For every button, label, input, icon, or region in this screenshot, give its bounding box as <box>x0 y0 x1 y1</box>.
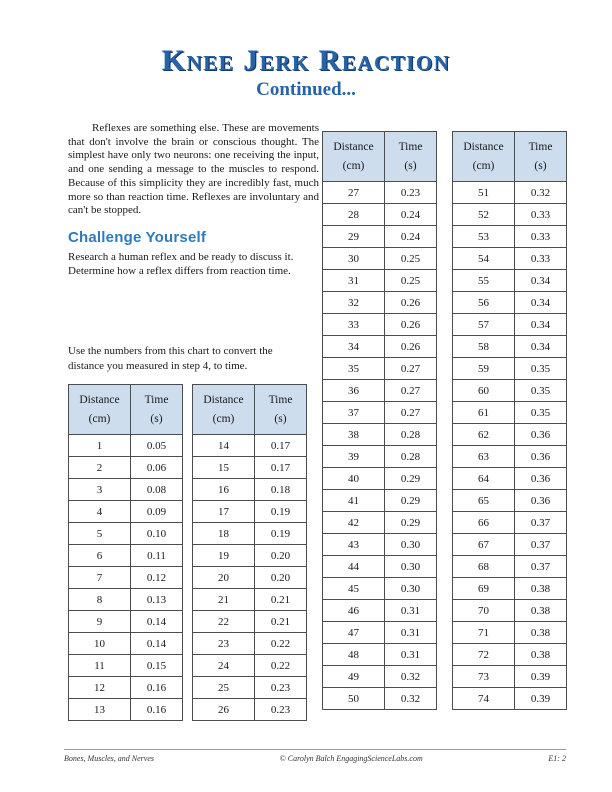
time-cell: 0.33 <box>515 226 567 248</box>
time-cell: 0.11 <box>131 545 183 567</box>
table-row <box>323 666 437 688</box>
distance-cell: 3 <box>69 479 131 501</box>
distance-cell: 14 <box>193 435 255 457</box>
table-row <box>453 578 567 600</box>
time-cell: 0.16 <box>131 699 183 721</box>
distance-cell: 21 <box>193 589 255 611</box>
table-row <box>453 380 567 402</box>
distance-cell: 9 <box>69 611 131 633</box>
distance-cell: 45 <box>323 578 385 600</box>
table-row <box>453 226 567 248</box>
distance-cell: 4 <box>69 501 131 523</box>
distance-cell: 5 <box>69 523 131 545</box>
distance-cell: 12 <box>69 677 131 699</box>
table-row <box>69 589 183 611</box>
time-cell: 0.35 <box>515 380 567 402</box>
time-cell: 0.32 <box>385 666 437 688</box>
distance-cell: 31 <box>323 270 385 292</box>
distance-cell: 47 <box>323 622 385 644</box>
time-cell: 0.05 <box>131 435 183 457</box>
table-row <box>453 666 567 688</box>
distance-cell: 18 <box>193 523 255 545</box>
distance-cell: 60 <box>453 380 515 402</box>
distance-cell: 63 <box>453 446 515 468</box>
distance-cell: 35 <box>323 358 385 380</box>
table-row <box>323 292 437 314</box>
distance-cell: 56 <box>453 292 515 314</box>
table-row <box>193 567 307 589</box>
time-cell: 0.32 <box>515 182 567 204</box>
time-cell: 0.21 <box>255 589 307 611</box>
distance-cell: 51 <box>453 182 515 204</box>
time-cell: 0.09 <box>131 501 183 523</box>
table-row <box>193 589 307 611</box>
table-row <box>453 468 567 490</box>
time-cell: 0.29 <box>385 490 437 512</box>
time-cell: 0.31 <box>385 600 437 622</box>
page-footer <box>64 749 566 763</box>
distance-cell: 7 <box>69 567 131 589</box>
table-row <box>323 248 437 270</box>
table-row <box>193 479 307 501</box>
conversion-table <box>452 131 567 710</box>
time-cell: 0.25 <box>385 270 437 292</box>
conversion-table <box>192 384 307 721</box>
table-row <box>453 182 567 204</box>
table-row <box>323 490 437 512</box>
distance-cell: 42 <box>323 512 385 534</box>
table-row <box>193 633 307 655</box>
time-cell: 0.27 <box>385 380 437 402</box>
time-cell: 0.21 <box>255 611 307 633</box>
time-cell: 0.38 <box>515 578 567 600</box>
time-cell: 0.30 <box>385 556 437 578</box>
table-row <box>323 556 437 578</box>
time-cell: 0.29 <box>385 468 437 490</box>
distance-column-header: Distance (cm) <box>323 132 385 182</box>
time-cell: 0.34 <box>515 336 567 358</box>
time-cell: 0.23 <box>255 677 307 699</box>
time-column-header: Time (s) <box>385 132 437 182</box>
table-row <box>69 479 183 501</box>
table-row <box>69 655 183 677</box>
time-cell: 0.10 <box>131 523 183 545</box>
time-cell: 0.37 <box>515 534 567 556</box>
time-cell: 0.16 <box>131 677 183 699</box>
time-cell: 0.34 <box>515 270 567 292</box>
distance-cell: 44 <box>323 556 385 578</box>
distance-cell: 74 <box>453 688 515 710</box>
time-column-header: Time (s) <box>131 385 183 435</box>
footer-copyright: © Carolyn Balch EngagingScienceLabs.com <box>279 754 423 763</box>
table-row <box>69 633 183 655</box>
conversion-table-2 <box>192 384 307 721</box>
distance-cell: 55 <box>453 270 515 292</box>
challenge-text: Research a human reflex and be ready to discuss it. Determine how a reflex differs from reaction time. <box>68 251 294 277</box>
distance-cell: 24 <box>193 655 255 677</box>
distance-cell: 49 <box>323 666 385 688</box>
distance-cell: 29 <box>323 226 385 248</box>
distance-cell: 68 <box>453 556 515 578</box>
time-cell: 0.26 <box>385 336 437 358</box>
distance-cell: 27 <box>323 182 385 204</box>
distance-cell: 72 <box>453 644 515 666</box>
time-cell: 0.28 <box>385 446 437 468</box>
distance-cell: 25 <box>193 677 255 699</box>
table-row <box>323 204 437 226</box>
distance-cell: 6 <box>69 545 131 567</box>
distance-cell: 57 <box>453 314 515 336</box>
time-cell: 0.08 <box>131 479 183 501</box>
time-cell: 0.37 <box>515 556 567 578</box>
time-cell: 0.29 <box>385 512 437 534</box>
distance-cell: 22 <box>193 611 255 633</box>
table-row <box>453 688 567 710</box>
distance-column-header: Distance (cm) <box>193 385 255 435</box>
chart-instruction: Use the numbers from this chart to convert the distance you measured in step 4, to time. <box>68 345 273 372</box>
table-row <box>453 336 567 358</box>
table-row <box>193 545 307 567</box>
time-cell: 0.37 <box>515 512 567 534</box>
intro-paragraph: Reflexes are something else. These are movements that don't involve the brain or conscious thought. The simplest have only two neurons: one receiving the input, and one sending a message to the muscles to respond. Because of this simplicity they are incredibly fast, much more so than reaction time. Reflexes are involuntary and can't be stopped. <box>68 122 319 217</box>
distance-cell: 69 <box>453 578 515 600</box>
distance-cell: 41 <box>323 490 385 512</box>
distance-cell: 50 <box>323 688 385 710</box>
time-cell: 0.36 <box>515 490 567 512</box>
time-cell: 0.39 <box>515 688 567 710</box>
time-cell: 0.12 <box>131 567 183 589</box>
time-cell: 0.34 <box>515 292 567 314</box>
time-cell: 0.22 <box>255 633 307 655</box>
time-cell: 0.24 <box>385 204 437 226</box>
footer-series-title: Bones, Muscles, and Nerves <box>64 754 154 763</box>
table-row <box>69 457 183 479</box>
distance-cell: 48 <box>323 644 385 666</box>
table-row <box>323 644 437 666</box>
table-row <box>453 314 567 336</box>
table-row <box>453 204 567 226</box>
time-cell: 0.30 <box>385 578 437 600</box>
table-row <box>69 567 183 589</box>
time-cell: 0.35 <box>515 358 567 380</box>
table-row <box>323 534 437 556</box>
distance-cell: 23 <box>193 633 255 655</box>
table-row <box>193 435 307 457</box>
table-row <box>193 677 307 699</box>
distance-cell: 17 <box>193 501 255 523</box>
time-cell: 0.20 <box>255 545 307 567</box>
table-row <box>69 501 183 523</box>
time-cell: 0.15 <box>131 655 183 677</box>
table-row <box>193 655 307 677</box>
table-row <box>193 523 307 545</box>
page-subtitle: Continued... <box>256 79 356 100</box>
table-row <box>453 556 567 578</box>
table-row <box>453 490 567 512</box>
table-row <box>323 226 437 248</box>
table-row <box>453 446 567 468</box>
table-row <box>453 248 567 270</box>
distance-cell: 13 <box>69 699 131 721</box>
table-row <box>323 182 437 204</box>
table-row <box>323 336 437 358</box>
conversion-table-1 <box>68 384 183 721</box>
distance-cell: 1 <box>69 435 131 457</box>
time-cell: 0.31 <box>385 622 437 644</box>
time-cell: 0.38 <box>515 622 567 644</box>
time-cell: 0.27 <box>385 358 437 380</box>
distance-cell: 67 <box>453 534 515 556</box>
page-title: Knee Jerk Reaction <box>161 44 451 77</box>
distance-cell: 58 <box>453 336 515 358</box>
distance-cell: 37 <box>323 402 385 424</box>
time-cell: 0.28 <box>385 424 437 446</box>
table-row <box>69 699 183 721</box>
distance-cell: 52 <box>453 204 515 226</box>
time-cell: 0.18 <box>255 479 307 501</box>
distance-cell: 59 <box>453 358 515 380</box>
distance-cell: 46 <box>323 600 385 622</box>
table-row <box>453 534 567 556</box>
table-row <box>453 292 567 314</box>
time-cell: 0.36 <box>515 424 567 446</box>
distance-cell: 20 <box>193 567 255 589</box>
table-row <box>323 446 437 468</box>
time-cell: 0.19 <box>255 501 307 523</box>
challenge-heading: Challenge Yourself <box>68 229 207 246</box>
table-row <box>193 501 307 523</box>
table-row <box>323 424 437 446</box>
table-row <box>453 600 567 622</box>
distance-cell: 28 <box>323 204 385 226</box>
conversion-table <box>322 131 437 710</box>
table-row <box>69 611 183 633</box>
table-row <box>453 512 567 534</box>
time-cell: 0.38 <box>515 600 567 622</box>
distance-cell: 8 <box>69 589 131 611</box>
time-cell: 0.31 <box>385 644 437 666</box>
table-row <box>323 314 437 336</box>
table-row <box>453 622 567 644</box>
distance-cell: 70 <box>453 600 515 622</box>
time-column-header: Time (s) <box>255 385 307 435</box>
distance-cell: 2 <box>69 457 131 479</box>
table-row <box>323 512 437 534</box>
time-cell: 0.36 <box>515 468 567 490</box>
distance-cell: 66 <box>453 512 515 534</box>
table-row <box>323 622 437 644</box>
distance-cell: 26 <box>193 699 255 721</box>
table-row <box>193 457 307 479</box>
table-row <box>323 402 437 424</box>
distance-cell: 15 <box>193 457 255 479</box>
time-cell: 0.32 <box>385 688 437 710</box>
distance-cell: 61 <box>453 402 515 424</box>
conversion-table-4 <box>452 131 567 710</box>
time-cell: 0.27 <box>385 402 437 424</box>
time-cell: 0.35 <box>515 402 567 424</box>
distance-cell: 54 <box>453 248 515 270</box>
conversion-table-3 <box>322 131 437 710</box>
distance-cell: 73 <box>453 666 515 688</box>
table-row <box>323 688 437 710</box>
distance-cell: 10 <box>69 633 131 655</box>
time-cell: 0.23 <box>255 699 307 721</box>
distance-cell: 71 <box>453 622 515 644</box>
time-cell: 0.14 <box>131 611 183 633</box>
distance-cell: 34 <box>323 336 385 358</box>
table-row <box>453 424 567 446</box>
time-cell: 0.22 <box>255 655 307 677</box>
time-cell: 0.23 <box>385 182 437 204</box>
time-cell: 0.33 <box>515 204 567 226</box>
time-cell: 0.19 <box>255 523 307 545</box>
distance-column-header: Distance (cm) <box>453 132 515 182</box>
table-row <box>453 270 567 292</box>
footer-page-number: E1: 2 <box>548 754 566 763</box>
table-row <box>453 644 567 666</box>
distance-cell: 32 <box>323 292 385 314</box>
distance-cell: 40 <box>323 468 385 490</box>
distance-cell: 64 <box>453 468 515 490</box>
distance-cell: 16 <box>193 479 255 501</box>
table-row <box>69 677 183 699</box>
table-row <box>69 435 183 457</box>
time-cell: 0.33 <box>515 248 567 270</box>
table-row <box>323 270 437 292</box>
table-row <box>323 380 437 402</box>
time-cell: 0.25 <box>385 248 437 270</box>
distance-cell: 19 <box>193 545 255 567</box>
distance-cell: 62 <box>453 424 515 446</box>
table-row <box>323 600 437 622</box>
time-cell: 0.17 <box>255 457 307 479</box>
time-cell: 0.30 <box>385 534 437 556</box>
distance-cell: 38 <box>323 424 385 446</box>
time-column-header: Time (s) <box>515 132 567 182</box>
time-cell: 0.13 <box>131 589 183 611</box>
distance-cell: 43 <box>323 534 385 556</box>
time-cell: 0.24 <box>385 226 437 248</box>
time-cell: 0.14 <box>131 633 183 655</box>
table-row <box>453 358 567 380</box>
distance-cell: 39 <box>323 446 385 468</box>
time-cell: 0.38 <box>515 644 567 666</box>
table-row <box>323 358 437 380</box>
table-row <box>69 523 183 545</box>
time-cell: 0.36 <box>515 446 567 468</box>
time-cell: 0.34 <box>515 314 567 336</box>
table-row <box>193 699 307 721</box>
distance-cell: 11 <box>69 655 131 677</box>
distance-cell: 53 <box>453 226 515 248</box>
distance-cell: 33 <box>323 314 385 336</box>
time-cell: 0.06 <box>131 457 183 479</box>
table-row <box>69 545 183 567</box>
distance-cell: 65 <box>453 490 515 512</box>
table-row <box>193 611 307 633</box>
time-cell: 0.17 <box>255 435 307 457</box>
time-cell: 0.26 <box>385 292 437 314</box>
table-row <box>453 402 567 424</box>
time-cell: 0.20 <box>255 567 307 589</box>
table-row <box>323 468 437 490</box>
conversion-table <box>68 384 183 721</box>
time-cell: 0.26 <box>385 314 437 336</box>
table-row <box>323 578 437 600</box>
distance-column-header: Distance (cm) <box>69 385 131 435</box>
time-cell: 0.39 <box>515 666 567 688</box>
distance-cell: 36 <box>323 380 385 402</box>
distance-cell: 30 <box>323 248 385 270</box>
